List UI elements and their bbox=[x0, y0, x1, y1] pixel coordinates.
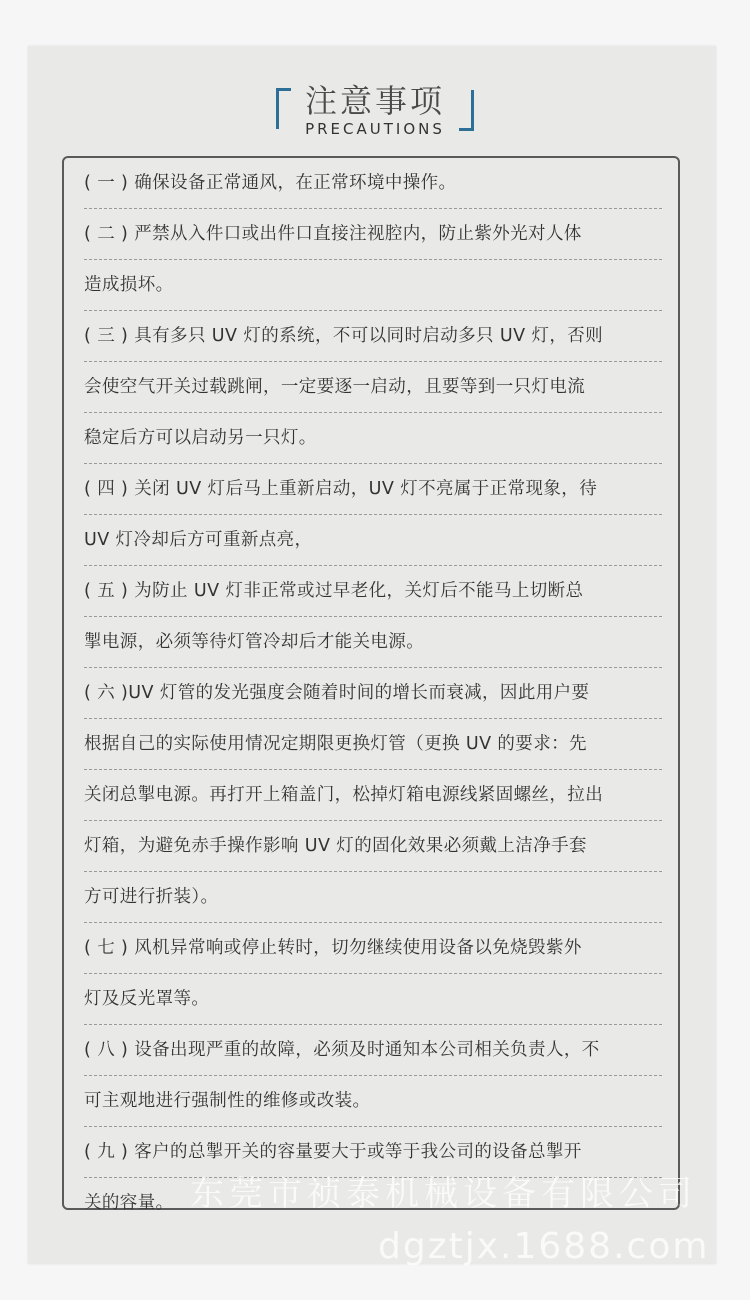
text-line: ( 二 ) 严禁从入件口或出件口直接注视腔内，防止紫外光对人体 bbox=[84, 209, 662, 260]
text-line: 灯箱，为避免赤手操作影响 UV 灯的固化效果必须戴上洁净手套 bbox=[84, 821, 662, 872]
page-subtitle: PRECAUTIONS bbox=[305, 120, 445, 138]
text-line: 造成损坏。 bbox=[84, 260, 662, 311]
text-line: ( 九 ) 客户的总掣开关的容量要大于或等于我公司的设备总掣开 bbox=[84, 1127, 662, 1178]
text-line: 灯及反光罩等。 bbox=[84, 974, 662, 1025]
text-line: 掣电源，必须等待灯管冷却后才能关电源。 bbox=[84, 617, 662, 668]
text-line: 关闭总掣电源。再打开上箱盖门，松掉灯箱电源线紧固螺丝，拉出 bbox=[84, 770, 662, 821]
text-line: ( 八 ) 设备出现严重的故障，必须及时通知本公司相关负责人，不 bbox=[84, 1025, 662, 1076]
title-block bbox=[0, 70, 750, 140]
text-line: ( 六 )UV 灯管的发光强度会随着时间的增长而衰减，因此用户要 bbox=[84, 668, 662, 719]
text-line: 关的容量。 bbox=[84, 1193, 174, 1213]
precautions-list bbox=[84, 158, 662, 1228]
text-line: ( 七 ) 风机异常响或停止转时，切勿继续使用设备以免烧毁紫外 bbox=[84, 923, 662, 974]
text-line: 根据自己的实际使用情况定期限更换灯管（更换 UV 的要求：先 bbox=[84, 719, 662, 770]
text-line: ( 三 ) 具有多只 UV 灯的系统，不可以同时启动多只 UV 灯，否则 bbox=[84, 311, 662, 362]
page-title: 注意事项 bbox=[304, 82, 445, 120]
text-line: 可主观地进行强制性的维修或改装。 bbox=[84, 1076, 662, 1127]
text-line: 稳定后方可以启动另一只灯。 bbox=[84, 413, 662, 464]
text-line: ( 一 ) 确保设备正常通风，在正常环境中操作。 bbox=[84, 158, 662, 209]
watermark-url: dgztjx.1688.com bbox=[378, 1226, 710, 1267]
text-line: 会使空气开关过载跳闸，一定要逐一启动，且要等到一只灯电流 bbox=[84, 362, 662, 413]
text-line: 方可进行折装）。 bbox=[84, 872, 662, 923]
text-line: ( 五 ) 为防止 UV 灯非正常或过早老化，关灯后不能马上切断总 bbox=[84, 566, 662, 617]
text-line: UV 灯冷却后方可重新点亮， bbox=[84, 515, 662, 566]
watermark-company: 东莞市祯泰机械设备有限公司 bbox=[190, 1174, 697, 1214]
text-line: ( 四 ) 关闭 UV 灯后马上重新启动，UV 灯不亮属于正常现象，待 bbox=[84, 464, 662, 515]
